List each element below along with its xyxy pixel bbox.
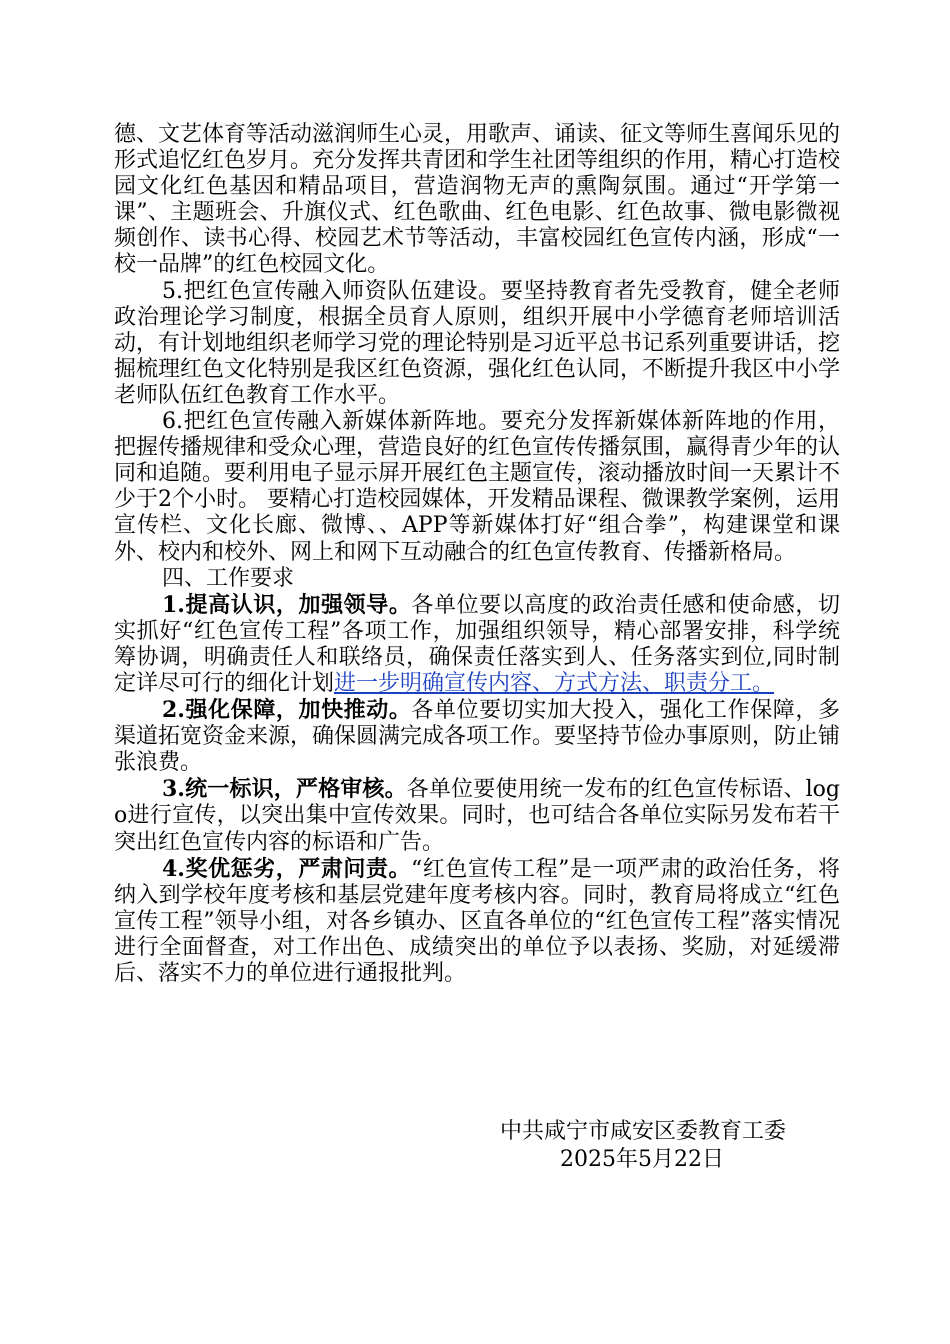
requirement-1-body: 各单位要以高度的政治责任感和使命感，切实抓好“红色宣传工程”各项工作，加强组织领导，精心部署安排，科学统筹协调，明确责任人和联络员，确保责任落实到人、任务落实到位,同时制定详尽可行的细化计划 (114, 592, 840, 696)
document-body (114, 122, 840, 987)
paragraph-continued: 德、文艺体育等活动滋润师生心灵，用歌声、诵读、征文等师生喜闻乐见的形式追忆红色岁月。充分发挥共青团和学生社团等组织的作用，精心打造校园文化红色基因和精品项目，营造润物无声的熏陶氛围。通过“开学第一课”、主题班会、升旗仪式、红色歌曲、红色电影、红色故事、微电影微视频创作、读书心得、校园艺术节等活动，丰富校园红色宣传内涵，形成“一校一品牌”的红色校园文化。 (114, 122, 841, 278)
requirement-3-body: 各单位要使用统一发布的红色宣传标语、logo进行宣传，以突出集中宣传效果。同时，也可结合各单位实际另发布若干突出红色宣传内容的标语和广告。 (114, 777, 840, 855)
section-heading-4: 四、工作要求 (162, 565, 295, 591)
requirement-1-link[interactable]: 进一步明确宣传内容、方式方法、职责分工。 (334, 670, 775, 696)
requirement-2-body: 各单位要切实加大投入，强化工作保障，多渠道拓宽资金来源，确保圆满完成各项工作。要坚持节俭办事原则，防止铺张浪费。 (114, 698, 841, 776)
signature-organization: 中共咸宁市咸安区委教育工委 (500, 1119, 787, 1144)
paragraph-item-5: 5.把红色宣传融入师资队伍建设。要坚持教育者先受教育，健全老师政治理论学习制度，根据全员育人原则，组织开展中小学德育老师培训活动，有计划地组织老师学习党的理论特别是习近平总书记系列重要讲话，挖掘梳理红色文化特别是我区红色资源，强化红色认同，不断提升我区中小学老师队伍红色教育工作水平。 (114, 278, 841, 408)
requirement-1-title: 1.提高认识，加强领导。 (162, 591, 412, 618)
requirement-2 (114, 697, 840, 776)
requirement-4-body: “红色宣传工程”是一项严肃的政治任务，将纳入到学校年度考核和基层党建年度考核内容。同时，教育局将成立“红色宣传工程”领导小组，对各乡镇办、区直各单位的“红色宣传工程”落实情况进行全面督查，对工作出色、成绩突出的单位予以表扬、奖励，对延缓滞后、落实不力的单位进行通报批判。 (114, 856, 840, 986)
signature-date: 2025年5月22日 (560, 1147, 724, 1172)
requirement-2-title: 2.强化保障，加快推动。 (162, 697, 412, 724)
requirement-4 (114, 856, 840, 987)
requirement-4-title: 4.奖优惩劣，严肃问责。 (162, 855, 412, 882)
requirement-1 (114, 592, 840, 697)
requirement-3-title: 3.统一标识，严格审核。 (162, 776, 407, 803)
paragraph-item-6: 6.把红色宣传融入新媒体新阵地。要充分发挥新媒体新阵地的作用，把握传播规律和受众心理，营造良好的红色宣传传播氛围，赢得青少年的认同和追随。要利用电子显示屏开展红色主题宣传，滚动播放时间一天累计不少于2个小时。 要精心打造校园媒体，开发精品课程、微课教学案例，运用宣传栏、文化长廊、微博、、APP等新媒体打好“组合拳”，构建课堂和课外、校内和校外、网上和网下互动融合的红色宣传教育、传播新格局。 (114, 409, 841, 565)
requirement-3 (114, 776, 840, 855)
